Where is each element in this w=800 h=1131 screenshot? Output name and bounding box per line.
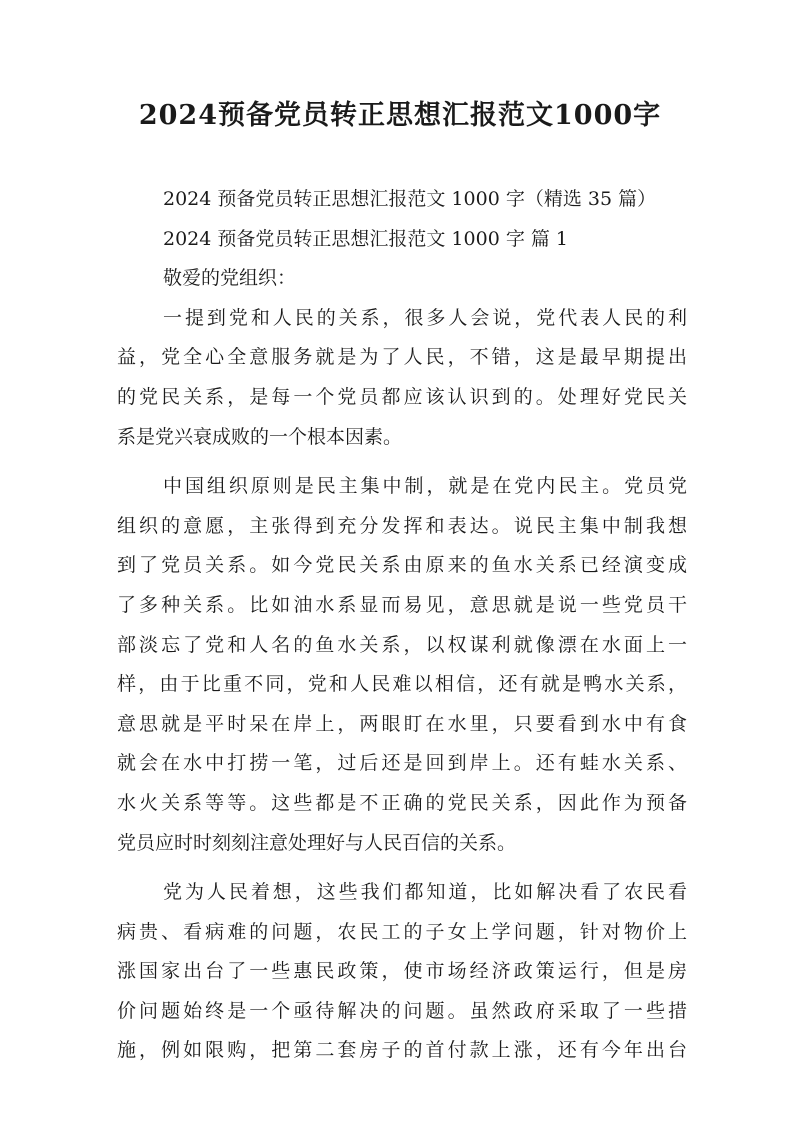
paragraph-line: 党员应时时刻刻注意处理好与人民百信的关系。: [117, 831, 517, 854]
paragraph-line: 样，由于比重不同，党和人民难以相信，还有就是鸭水关系，: [117, 673, 687, 696]
paragraph-line: 涨国家出台了一些惠民政策，使市场经济政策运行，但是房: [117, 960, 687, 983]
document-title: 2024预备党员转正思想汇报范文1000字: [138, 100, 662, 131]
paragraph-1: [117, 299, 687, 457]
paragraph-2: [117, 467, 687, 863]
paragraph-line: 的党民关系，是每一个党员都应该认识到的。处理好党民关: [117, 385, 687, 408]
document-body: [117, 180, 687, 1071]
paragraph-line: 价问题始终是一个亟待解决的问题。虽然政府采取了一些措: [117, 999, 687, 1022]
subtitle: 2024 预备党员转正思想汇报范文 1000 字（精选 35 篇）: [163, 188, 657, 210]
paragraph-line: 施，例如限购，把第二套房子的首付款上涨，还有今年出台: [117, 1039, 687, 1062]
paragraph-line: 病贵、看病难的问题，农民工的子女上学问题，针对物价上: [117, 920, 687, 943]
paragraph-line: 党为人民着想，这些我们都知道，比如解决看了农民看: [163, 881, 687, 904]
paragraph-line: 了多种关系。比如油水系显而易见，意思就是说一些党员干: [117, 593, 687, 616]
paragraph-line: 就会在水中打捞一笔，过后还是回到岸上。还有蛙水关系、: [117, 752, 687, 775]
paragraph-line: 益，党全心全意服务就是为了人民，不错，这是最早期提出: [117, 346, 687, 369]
paragraph-line: 系是党兴衰成败的一个根本因素。: [117, 425, 403, 448]
paragraph-line: 一提到党和人民的关系，很多人会说，党代表人民的利: [163, 306, 687, 329]
paragraph-line: 到了党员关系。如今党民关系由原来的鱼水关系已经演变成: [117, 554, 687, 577]
paragraph-3: [117, 873, 687, 1071]
paragraph-line: 组织的意愿，主张得到充分发挥和表达。说民主集中制我想: [117, 514, 687, 537]
paragraph-line: 部淡忘了党和人名的鱼水关系，以权谋利就像漂在水面上一: [117, 633, 687, 656]
paragraph-line: 意思就是平时呆在岸上，两眼盯在水里，只要看到水中有食: [117, 712, 687, 735]
salutation: 敬爱的党组织：: [163, 267, 297, 290]
paragraph-line: 中国组织原则是民主集中制，就是在党内民主。党员党: [163, 475, 687, 498]
section-heading: 2024 预备党员转正思想汇报范文 1000 字 篇 1: [163, 227, 568, 250]
paragraph-line: 水火关系等等。这些都是不正确的党民关系，因此作为预备: [117, 791, 687, 814]
